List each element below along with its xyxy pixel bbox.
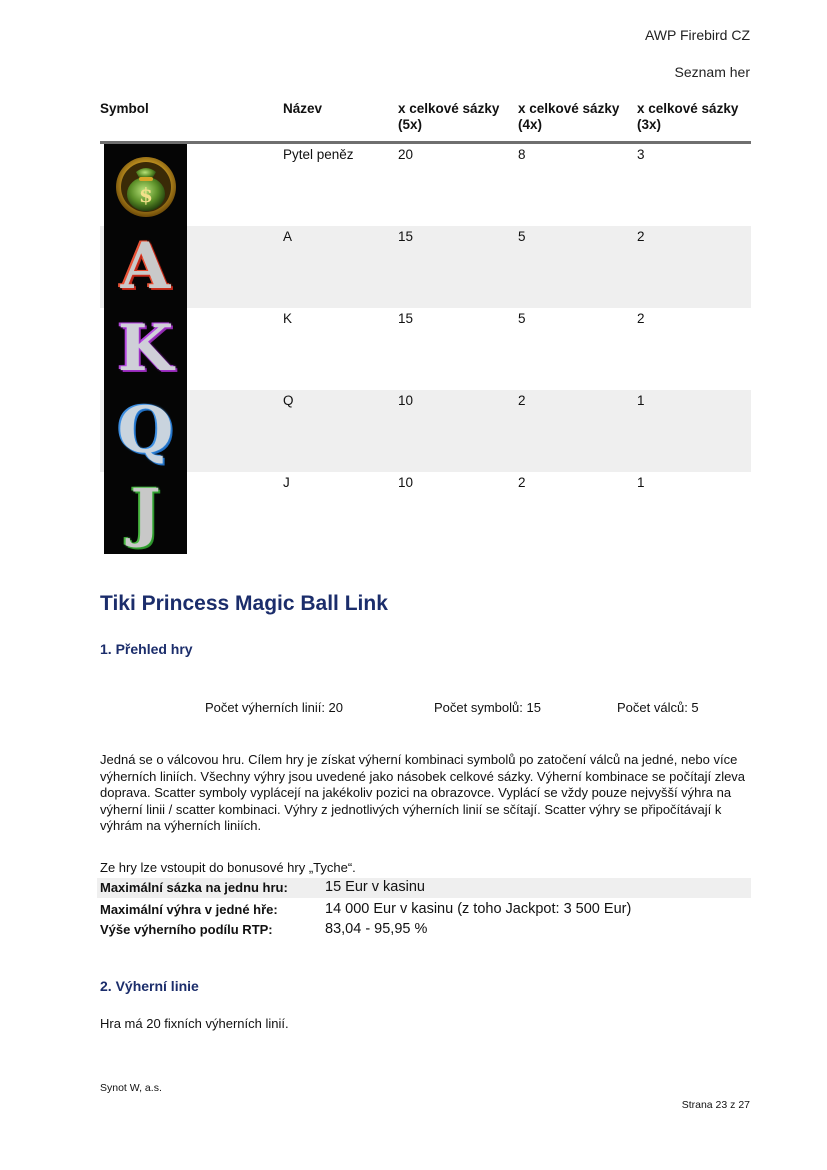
row-name: J (283, 475, 290, 490)
row-3x-value: 2 (637, 311, 645, 326)
info-row-max-win (97, 900, 751, 920)
header-symbol: Symbol (100, 101, 149, 116)
header-5x-label: x celkové sázky (398, 101, 500, 116)
info-label: Maximální výhra v jedné hře: (100, 902, 278, 917)
game-description: Jedná se o válcovou hru. Cílem hry je získat výherní kombinaci symbolů po zatočení válců na jedné, nebo více výherních liniích. Všechny výhry jsou uvedené jako násobek celkové sázky. Výherní kombinace se počítají zleva doprava. Scatter symboly vyplácejí na jakékoliv pozici na obrazovce. Vyplácí se vždy pouze nejvyšší výhra na výherní linii / scatter kombinaci. Výhry z jednotlivých výherních linií se sčítají. Scatter výhry se připočítávají k výhrám na výherních liniích. (100, 752, 746, 833)
letter-k-icon (104, 308, 187, 390)
letter-q-glyph: Q (117, 393, 174, 468)
row-5x-value: 20 (398, 147, 414, 162)
row-3x-value: 1 (637, 393, 645, 408)
letter-a-icon (104, 226, 187, 308)
footer-company: Synot W, a.s. (100, 1082, 162, 1094)
row-4x-value: 8 (518, 147, 526, 162)
bonus-game-text: Ze hry lze vstoupit do bonusové hry „Tyche“. (100, 860, 356, 875)
table-row (100, 472, 751, 554)
table-row (100, 144, 751, 226)
info-label: Výše výherního podílu RTP: (100, 922, 273, 937)
row-3x-value: 3 (637, 147, 645, 162)
info-label: Maximální sázka na jednu hru: (100, 880, 288, 895)
stat-symbols: Počet symbolů: 15 (434, 700, 541, 715)
table-row (100, 308, 751, 390)
letter-j-icon (104, 472, 187, 554)
paylines-text: Hra má 20 fixních výherních linií. (100, 1016, 289, 1031)
row-5x-value: 15 (398, 311, 414, 326)
letter-j-glyph: J (130, 475, 161, 550)
info-value: 83,04 - 95,95 % (325, 921, 428, 937)
header-3x-label: x celkové sázky (637, 101, 739, 116)
header-3x (637, 101, 738, 133)
row-name: Pytel peněz (283, 147, 354, 162)
stat-reels: Počet válců: 5 (617, 700, 699, 715)
letter-q-icon (104, 390, 187, 472)
row-3x-value: 1 (637, 475, 645, 490)
header-3x-count: (3x) (637, 117, 662, 132)
document-company: AWP Firebird CZ (644, 27, 750, 43)
info-value: 14 000 Eur v kasinu (z toho Jackpot: 3 500 Eur) (325, 901, 632, 917)
paytable (100, 101, 751, 554)
row-5x-value: 15 (398, 229, 414, 244)
table-row (100, 226, 751, 308)
row-5x-value: 10 (398, 475, 414, 490)
row-name: Q (283, 393, 294, 408)
row-4x-value: 2 (518, 475, 526, 490)
header-4x (518, 101, 619, 133)
row-4x-value: 2 (518, 393, 526, 408)
table-row (100, 390, 751, 472)
letter-a-glyph: A (120, 229, 171, 304)
info-row-max-bet (97, 878, 751, 898)
row-5x-value: 10 (398, 393, 414, 408)
row-3x-value: 2 (637, 229, 645, 244)
game-title: Tiki Princess Magic Ball Link (100, 592, 388, 615)
info-value: 15 Eur v kasinu (325, 879, 425, 895)
section-heading-overview: 1. Přehled hry (100, 641, 193, 657)
svg-text:$: $ (138, 183, 153, 207)
stat-paylines: Počet výherních linií: 20 (205, 700, 344, 715)
row-name: A (283, 229, 293, 244)
row-name: K (283, 311, 293, 326)
section-heading-paylines: 2. Výherní linie (100, 978, 199, 994)
header-5x-count: (5x) (398, 117, 423, 132)
header-name: Název (283, 101, 323, 116)
info-row-rtp (97, 920, 751, 940)
row-4x-value: 5 (518, 229, 526, 244)
page-number: Strana 23 z 27 (681, 1099, 750, 1111)
document-subtitle: Seznam her (674, 64, 750, 80)
header-5x (398, 101, 499, 133)
letter-k-glyph: K (117, 311, 174, 386)
money-bag-icon (104, 144, 187, 226)
paytable-header (100, 101, 751, 144)
row-4x-value: 5 (518, 311, 526, 326)
header-4x-label: x celkové sázky (518, 101, 620, 116)
header-4x-count: (4x) (518, 117, 543, 132)
